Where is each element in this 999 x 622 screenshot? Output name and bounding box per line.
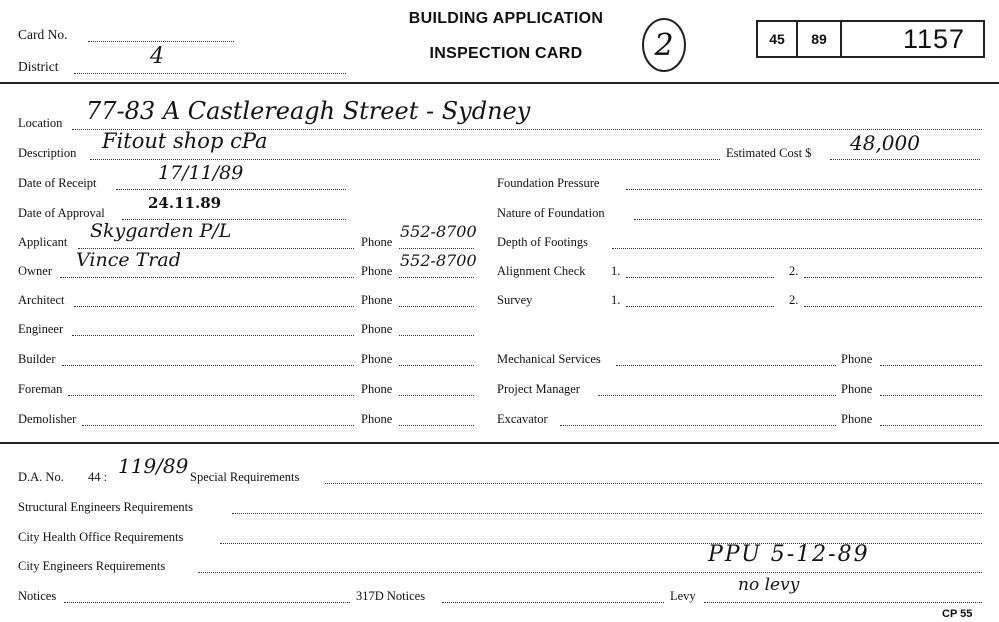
alignment-check-field-1[interactable] <box>626 265 774 278</box>
architect-label: Architect <box>18 293 65 307</box>
mechanical-services-phone-field[interactable] <box>880 353 982 366</box>
architect-phone-field[interactable] <box>399 294 474 307</box>
depth-of-footings-label: Depth of Footings <box>497 235 588 249</box>
builder-field[interactable] <box>62 353 354 366</box>
foreman-phone-label: Phone <box>361 382 393 396</box>
mechanical-services-phone-label: Phone <box>841 352 873 366</box>
applicant-label: Applicant <box>18 235 68 249</box>
description-label: Description <box>18 146 77 160</box>
builder-phone-field[interactable] <box>399 353 474 366</box>
alignment-check-label: Alignment Check <box>497 264 586 278</box>
builder-phone-label: Phone <box>361 352 393 366</box>
owner-label: Owner <box>18 264 53 278</box>
card-no-label: Card No. <box>18 27 68 42</box>
demolisher-phone-label: Phone <box>361 412 393 426</box>
engineer-phone-field[interactable] <box>399 323 474 336</box>
architect-field[interactable] <box>74 294 354 307</box>
engineer-label: Engineer <box>18 322 64 336</box>
nature-of-foundation-label: Nature of Foundation <box>497 206 605 220</box>
district-field[interactable] <box>74 61 346 74</box>
health-requirements-label: City Health Office Requirements <box>18 530 184 544</box>
mechanical-services-field[interactable] <box>616 353 836 366</box>
owner-phone-label: Phone <box>361 264 393 278</box>
demolisher-label: Demolisher <box>18 412 77 426</box>
divider-top <box>0 82 999 84</box>
divider-middle <box>0 442 999 444</box>
project-manager-label: Project Manager <box>497 382 580 396</box>
project-manager-field[interactable] <box>598 383 836 396</box>
form-code: CP 55 <box>942 608 973 620</box>
notices-317d-field[interactable] <box>442 590 664 603</box>
survey-num-2: 2. <box>789 293 799 307</box>
excavator-phone-label: Phone <box>841 412 873 426</box>
project-manager-phone-field[interactable] <box>880 383 982 396</box>
owner-phone-value: 552-8700 <box>400 251 477 270</box>
da-no-label: D.A. No. <box>18 470 64 484</box>
foundation-pressure-label: Foundation Pressure <box>497 176 600 190</box>
estimated-cost-label: Estimated Cost $ <box>726 146 812 160</box>
architect-phone-label: Phone <box>361 293 393 307</box>
ref-cell-3: 1157 <box>902 23 965 54</box>
circled-number-mark <box>642 18 686 72</box>
project-manager-phone-label: Phone <box>841 382 873 396</box>
notices-317d-label: 317D Notices <box>356 589 426 603</box>
engineer-phone-label: Phone <box>361 322 393 336</box>
city-engineers-label: City Engineers Requirements <box>18 559 166 573</box>
excavator-phone-field[interactable] <box>880 413 982 426</box>
foundation-pressure-field[interactable] <box>626 177 982 190</box>
alignment-check-num-2: 2. <box>789 264 799 278</box>
card-no-field[interactable] <box>88 29 234 42</box>
district-label: District <box>18 59 59 74</box>
applicant-phone-value: 552-8700 <box>400 222 477 241</box>
survey-label: Survey <box>497 293 533 307</box>
location-label: Location <box>18 116 63 130</box>
alignment-check-field-2[interactable] <box>804 265 982 278</box>
title-line-1: BUILDING APPLICATION <box>408 10 604 27</box>
ref-cell-2: 89 <box>798 22 842 56</box>
date-of-receipt-value: 17/11/89 <box>158 162 244 184</box>
survey-num-1: 1. <box>611 293 621 307</box>
city-engineers-value: PPU 5-12-89 <box>708 542 870 567</box>
date-of-approval-label: Date of Approval <box>18 206 105 220</box>
engineer-field[interactable] <box>72 323 354 336</box>
ref-cell-1: 45 <box>758 22 798 56</box>
da-no-prefix: 44 : <box>88 470 108 484</box>
foreman-label: Foreman <box>18 382 63 396</box>
notices-field[interactable] <box>64 590 350 603</box>
applicant-phone-label: Phone <box>361 235 393 249</box>
survey-field-2[interactable] <box>804 294 982 307</box>
levy-value: no levy <box>738 575 800 595</box>
applicant-value: Skygarden P/L <box>90 220 232 242</box>
alignment-check-num-1: 1. <box>611 264 621 278</box>
structural-requirements-field[interactable] <box>232 501 982 514</box>
date-of-approval-value: 24.11.89 <box>148 194 222 212</box>
mechanical-services-label: Mechanical Services <box>497 352 601 366</box>
location-value: 77-83 A Castlereagh Street - Sydney <box>86 97 531 125</box>
special-requirements-label: Special Requirements <box>190 470 300 484</box>
levy-label: Levy <box>670 589 696 603</box>
title-line-2: INSPECTION CARD <box>429 45 583 62</box>
excavator-label: Excavator <box>497 412 548 426</box>
builder-label: Builder <box>18 352 56 366</box>
structural-requirements-label: Structural Engineers Requirements <box>18 500 193 514</box>
foreman-field[interactable] <box>68 383 354 396</box>
excavator-field[interactable] <box>560 413 836 426</box>
circled-number: 2 <box>654 27 674 63</box>
demolisher-field[interactable] <box>82 413 354 426</box>
depth-of-footings-field[interactable] <box>612 236 982 249</box>
survey-field-1[interactable] <box>626 294 774 307</box>
notices-label: Notices <box>18 589 57 603</box>
date-of-receipt-label: Date of Receipt <box>18 176 97 190</box>
reference-number-box <box>756 20 985 58</box>
owner-value: Vince Trad <box>76 249 181 271</box>
estimated-cost-value: 48,000 <box>850 131 920 155</box>
demolisher-phone-field[interactable] <box>399 413 474 426</box>
foreman-phone-field[interactable] <box>399 383 474 396</box>
special-requirements-field[interactable] <box>325 471 982 484</box>
district-value: 4 <box>150 44 164 69</box>
description-value: Fitout shop cPa <box>102 129 268 153</box>
nature-of-foundation-field[interactable] <box>634 207 982 220</box>
da-no-value: 119/89 <box>118 454 189 478</box>
